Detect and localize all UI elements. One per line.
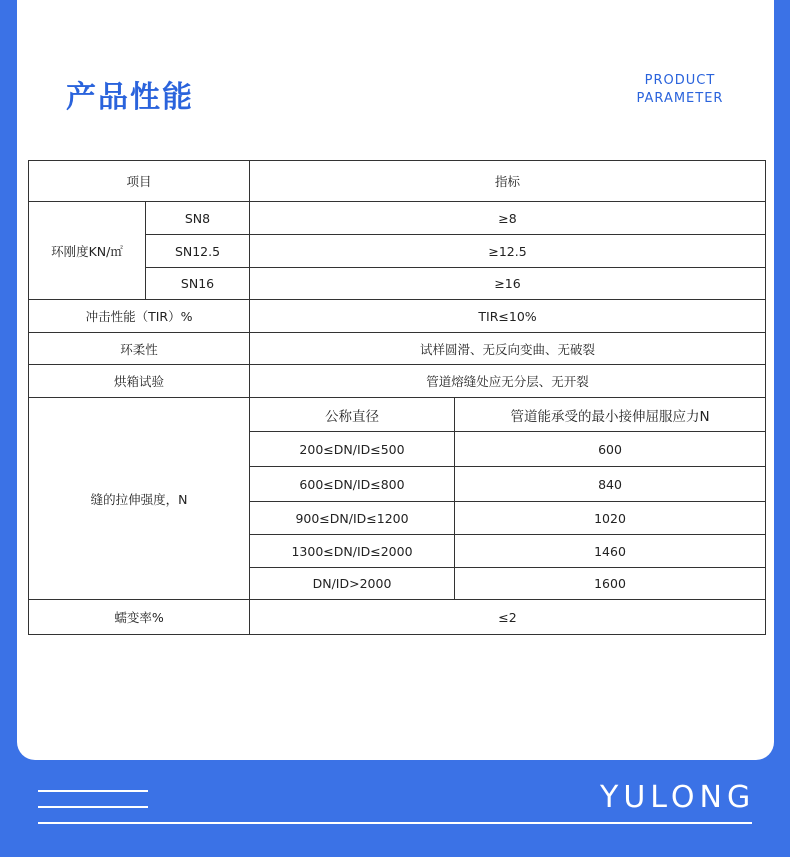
grade-cell: SN12.5 [146,235,250,268]
header-item: 项目 [29,161,250,202]
creep-value: ≤2 [250,600,766,635]
force-cell: 840 [455,467,766,502]
force-cell: 1600 [455,568,766,600]
creep-label: 蠕变率% [29,600,250,635]
grade-cell: SN16 [146,268,250,300]
brand-logo-text: YULONG [600,780,756,815]
sub-header-dn: 公称直径 [250,398,455,432]
table-row [29,300,766,333]
dn-cell: 600≤DN/ID≤800 [250,467,455,502]
value-cell: ≥12.5 [250,235,766,268]
flexibility-value: 试样圆滑、无反向变曲、无破裂 [250,333,766,365]
force-cell: 600 [455,432,766,467]
table-row [29,600,766,635]
table-row [29,365,766,398]
dn-cell: DN/ID>2000 [250,568,455,600]
subtitle-line-2: PARAMETER [636,91,724,106]
seam-strength-label: 缝的拉伸强度，N [29,398,250,600]
oven-label: 烘箱试验 [29,365,250,398]
decor-line-1 [38,790,148,792]
parameter-table [28,160,766,635]
table-row [29,398,766,432]
ring-stiffness-label: 环刚度KN/㎡ [29,202,146,300]
decor-line-long [38,822,752,824]
flexibility-label: 环柔性 [29,333,250,365]
grade-cell: SN8 [146,202,250,235]
oven-value: 管道熔缝处应无分层、无开裂 [250,365,766,398]
impact-label: 冲击性能（TIR）% [29,300,250,333]
force-cell: 1020 [455,502,766,535]
section-title: 产品性能 [66,80,194,115]
impact-value: TIR≤10% [250,300,766,333]
dn-cell: 200≤DN/ID≤500 [250,432,455,467]
table-row [29,333,766,365]
table-header-row [29,161,766,202]
value-cell: ≥16 [250,268,766,300]
force-cell: 1460 [455,535,766,568]
section-subtitle [620,72,740,108]
dn-cell: 900≤DN/ID≤1200 [250,502,455,535]
header-index: 指标 [250,161,766,202]
value-cell: ≥8 [250,202,766,235]
sub-header-force: 管道能承受的最小接伸屈服应力N [455,398,766,432]
decor-line-2 [38,806,148,808]
table-row [29,202,766,235]
subtitle-line-1: PRODUCT [644,73,716,88]
dn-cell: 1300≤DN/ID≤2000 [250,535,455,568]
